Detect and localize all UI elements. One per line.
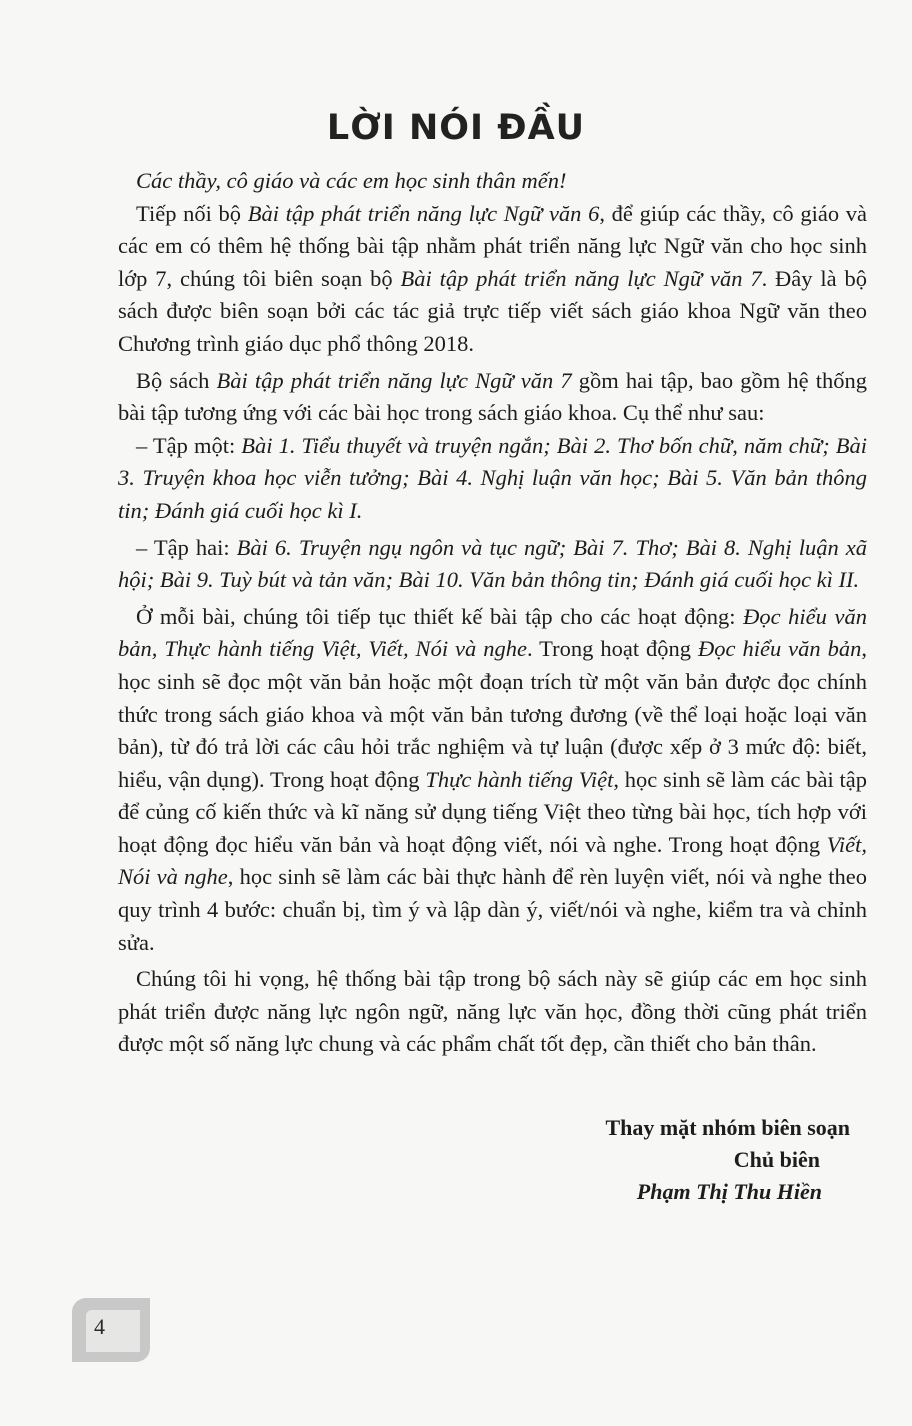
volume-one-list: – Tập một: Bài 1. Tiểu thuyết và truyện ngắn; Bài 2. Thơ bốn chữ, năm chữ; Bài 3. Truyện khoa học viễn tưởng; Bài 4. Nghị luận văn học; Bài 5. Văn bản thông tin; Đánh giá cuối học kì I. xyxy=(118,432,868,523)
volume-two-list: – Tập hai: Bài 6. Truyện ngụ ngôn và tục ngữ; Bài 7. Thơ; Bài 8. Nghị luận xã hội; Bài 9. Tuỳ bút và tản văn; Bài 10. Văn bản thông tin; Đánh giá cuối học kì II. xyxy=(118,534,867,593)
signature-block xyxy=(605,1112,850,1208)
page-number: 4 xyxy=(94,1314,105,1339)
greeting: Các thầy, cô giáo và các em học sinh thân mến! xyxy=(136,168,567,193)
signature-role: Thay mặt nhóm biên soạn xyxy=(605,1115,850,1140)
paragraph-intro: Tiếp nối bộ Bài tập phát triển năng lực Ngữ văn 6, để giúp các thầy, cô giáo và các em có thêm hệ thống bài tập nhằm phát triển năng lực Ngữ văn cho học sinh lớp 7, chúng tôi biên soạn bộ Bài tập phát triển năng lực Ngữ văn 7. Đây là bộ sách được biên soạn bởi các tác giả trực tiếp viết sách giáo khoa Ngữ văn theo Chương trình giáo dục phổ thông 2018. xyxy=(118,200,867,356)
page-number-badge xyxy=(72,1298,150,1362)
signature-title: Chủ biên xyxy=(733,1147,820,1172)
page-title: LỜI NÓI ĐẦU xyxy=(326,108,586,148)
signature-name: Phạm Thị Thu Hiền xyxy=(636,1179,822,1204)
paragraph-structure: Bộ sách Bài tập phát triển năng lực Ngữ văn 7 gồm hai tập, bao gồm hệ thống bài tập tương ứng với các bài học trong sách giáo khoa. Cụ thể như sau: xyxy=(118,367,867,426)
paragraph-closing: Chúng tôi hi vọng, hệ thống bài tập trong bộ sách này sẽ giúp các em học sinh phát triển được năng lực ngôn ngữ, năng lực văn học, đồng thời cũng phát triển được một số năng lực chung và các phẩm chất tốt đẹp, cần thiết cho bản thân. xyxy=(118,966,867,1057)
preface-body xyxy=(118,165,867,1061)
paragraph-activities: Ở mỗi bài, chúng tôi tiếp tục thiết kế bài tập cho các hoạt động: Đọc hiểu văn bản, Thực hành tiếng Việt, Viết, Nói và nghe. Trong hoạt động Đọc hiểu văn bản, học sinh sẽ đọc một văn bản hoặc một đoạn trích từ một văn bản được đọc chính thức trong sách giáo khoa và một văn bản tương đương (về thể loại hoặc loại văn bản), từ đó trả lời các câu hỏi trắc nghiệm và tự luận (được xếp ở 3 mức độ: biết, hiểu, vận dụng). Trong hoạt động Thực hành tiếng Việt, học sinh sẽ làm các bài tập để củng cố kiến thức và kĩ năng sử dụng tiếng Việt theo từng bài học, tích hợp với hoạt động đọc hiểu văn bản và hoạt động viết, nói và nghe. Trong hoạt động Viết, Nói và nghe, học sinh sẽ làm các bài thực hành để rèn luyện viết, nói và nghe theo quy trình 4 bước: chuẩn bị, tìm ý và lập dàn ý, viết/nói và nghe, kiểm tra và chỉnh sửa. xyxy=(118,603,868,955)
